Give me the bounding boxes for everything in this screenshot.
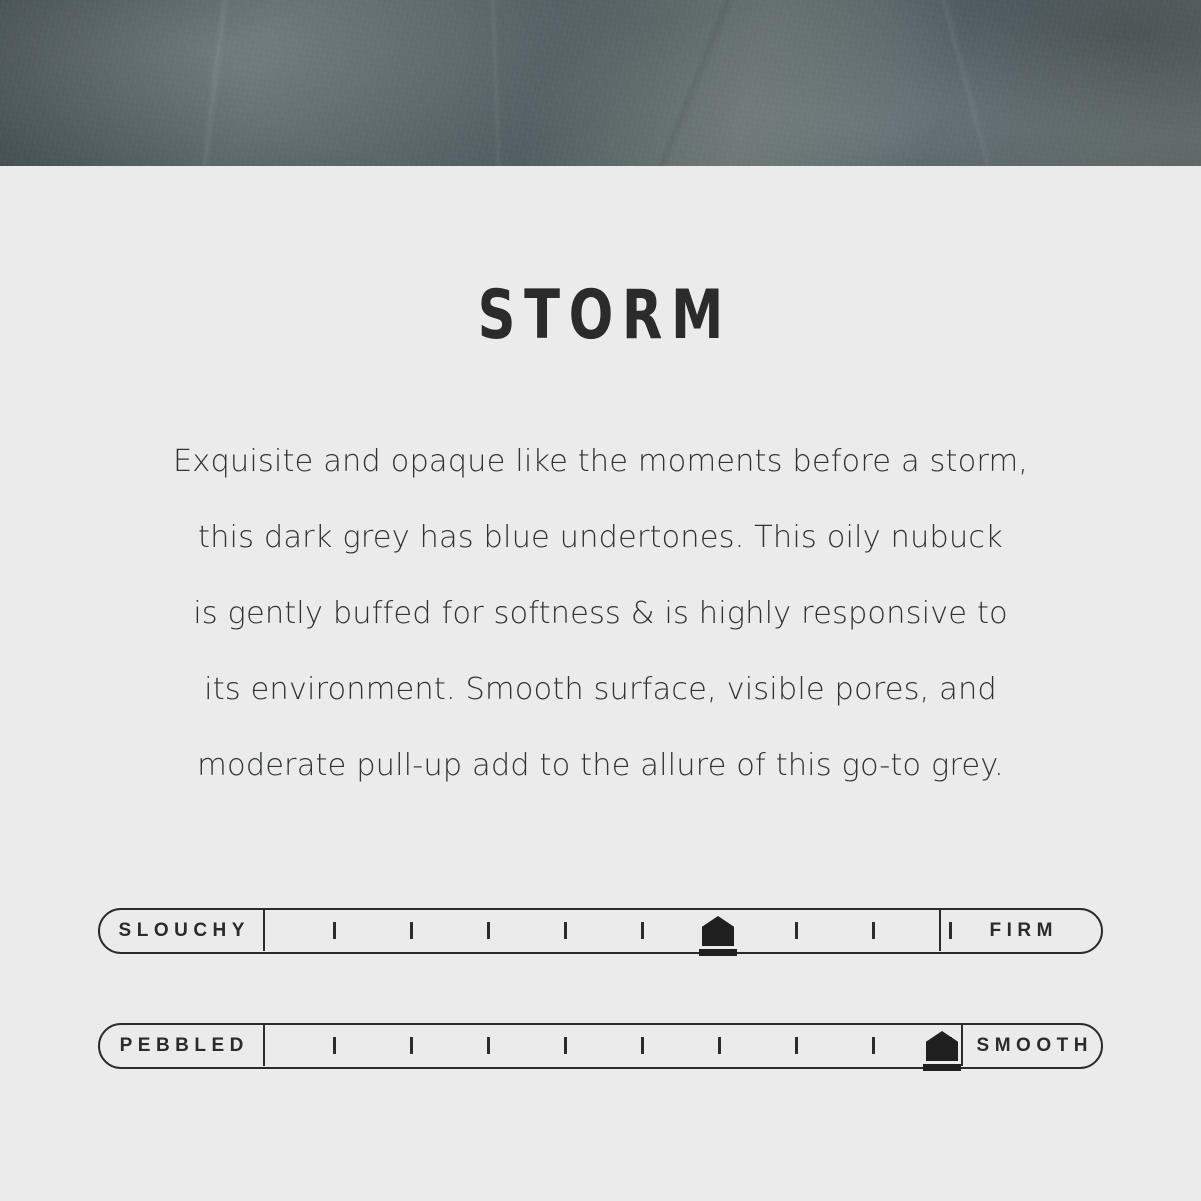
description-line: this dark grey has blue undertones. This oily nubuck	[198, 520, 1003, 555]
description-line: is gently buffed for softness & is highly responsive to	[193, 596, 1008, 631]
scale-tick	[795, 922, 798, 939]
scale-tick	[333, 1037, 336, 1054]
page-title: STORM	[477, 276, 732, 355]
scale-right-label-smooth: SMOOTH	[961, 1025, 1101, 1066]
scale-tick	[872, 1037, 875, 1054]
swatch-vignette	[0, 0, 1201, 166]
leather-swatch-image	[0, 0, 1201, 166]
scale-tick	[718, 1037, 721, 1054]
description-line: its environment. Smooth surface, visible pores, and	[204, 672, 997, 707]
scale-tick	[487, 922, 490, 939]
scale-slouchy-firm[interactable]	[98, 908, 1103, 954]
scale-tick	[872, 922, 875, 939]
scale-left-label-slouchy: SLOUCHY	[100, 910, 265, 951]
scale-tick	[795, 1037, 798, 1054]
marker-head-icon	[702, 916, 734, 946]
scale-tick	[410, 922, 413, 939]
marker-base-bar	[923, 1064, 961, 1071]
description-line: moderate pull-up add to the allure of this go-to grey.	[197, 748, 1004, 783]
scale-left-label-pebbled: PEBBLED	[100, 1025, 265, 1066]
scale-tick	[333, 922, 336, 939]
scale-tick	[564, 922, 567, 939]
description-text	[150, 424, 1051, 804]
scale-tick	[641, 1037, 644, 1054]
scale-marker-slouchy-firm[interactable]	[699, 910, 737, 956]
marker-head-icon	[926, 1031, 958, 1061]
description-line: Exquisite and opaque like the moments before a storm,	[172, 444, 1029, 479]
scale-tick	[564, 1037, 567, 1054]
scale-tick	[949, 922, 952, 939]
scale-ticks-slouchy-firm	[100, 910, 1101, 952]
scale-tick	[641, 922, 644, 939]
scale-right-label-firm: FIRM	[939, 910, 1101, 951]
scale-marker-pebbled-smooth[interactable]	[923, 1025, 961, 1071]
marker-base-bar	[699, 949, 737, 956]
scale-tick	[410, 1037, 413, 1054]
scale-tick	[487, 1037, 490, 1054]
scale-pebbled-smooth[interactable]	[98, 1023, 1103, 1069]
